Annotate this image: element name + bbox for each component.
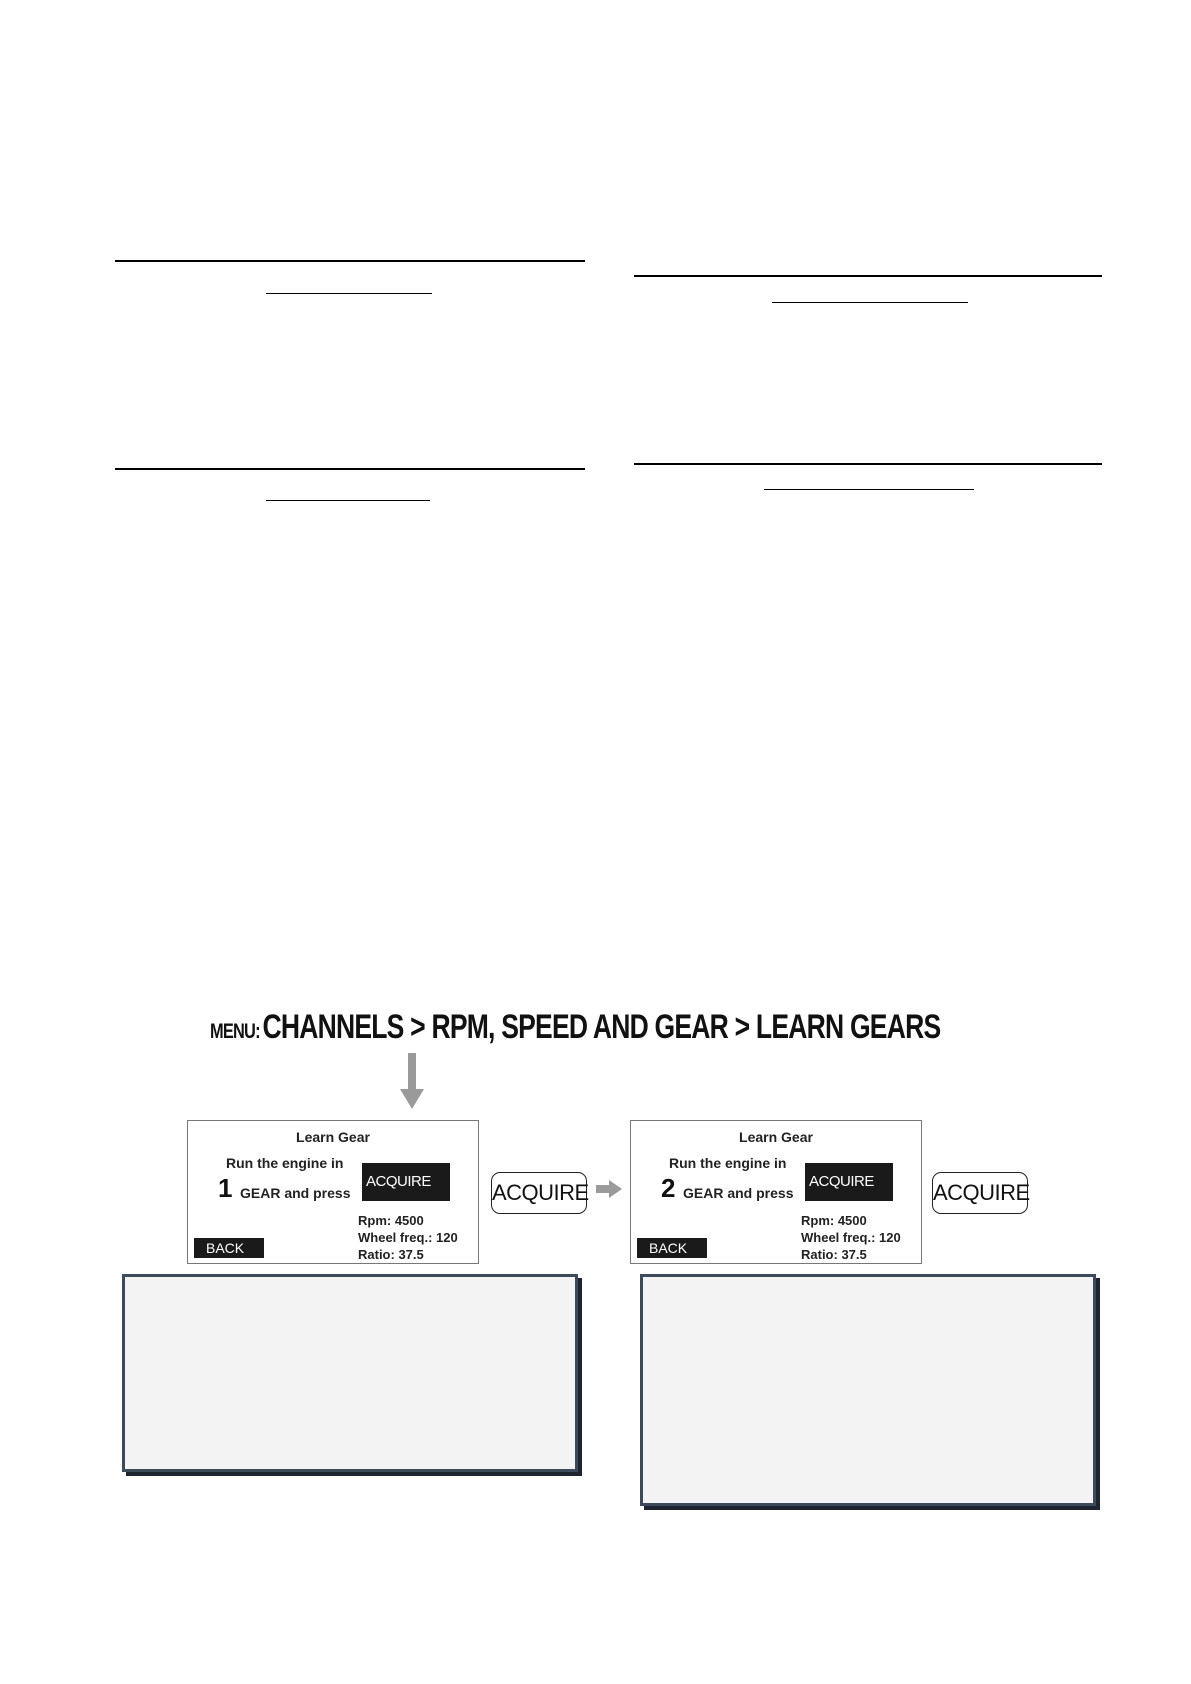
ratio-readout: Ratio: 37.5 — [801, 1247, 867, 1262]
instruction-line-1: Run the engine in — [669, 1155, 787, 1171]
down-arrow-icon — [400, 1053, 424, 1109]
screen-title: Learn Gear — [739, 1129, 813, 1145]
learn-gear-screen-1 — [187, 1120, 479, 1264]
acquire-key-1[interactable]: ACQUIRE — [491, 1172, 587, 1214]
note-box-right — [640, 1274, 1096, 1506]
section-rule-left-1 — [115, 260, 585, 262]
menu-path-text: CHANNELS > RPM, SPEED AND GEAR > LEARN GEARS — [262, 1008, 941, 1046]
section-rule-right-1 — [634, 275, 1102, 277]
back-button[interactable]: BACK — [637, 1238, 707, 1258]
gear-stats — [801, 1212, 901, 1263]
learn-gear-screen-2 — [630, 1120, 922, 1264]
menu-path — [210, 1008, 941, 1052]
heading-underline-right-2 — [764, 489, 974, 490]
section-rule-left-2 — [115, 468, 585, 470]
ratio-readout: Ratio: 37.5 — [358, 1247, 424, 1262]
instruction-line-2: GEAR and press — [240, 1185, 351, 1201]
heading-underline-left-1 — [266, 293, 432, 294]
menu-prefix: MENU: — [210, 1020, 260, 1043]
heading-underline-right-1 — [772, 302, 968, 303]
gear-number: 1 — [218, 1173, 233, 1203]
screen-title: Learn Gear — [296, 1129, 370, 1145]
gear-number: 2 — [661, 1173, 676, 1203]
right-arrow-icon — [596, 1180, 622, 1198]
wheel-freq-readout: Wheel freq.: 120 — [801, 1230, 901, 1245]
instruction-line-1: Run the engine in — [226, 1155, 344, 1171]
screen-acquire-button[interactable]: ACQUIRE — [805, 1163, 893, 1201]
note-box-left — [122, 1274, 578, 1472]
instruction-line-2: GEAR and press — [683, 1185, 794, 1201]
back-button[interactable]: BACK — [194, 1238, 264, 1258]
acquire-key-2[interactable]: ACQUIRE — [932, 1172, 1028, 1214]
section-rule-right-2 — [634, 463, 1102, 465]
gear-stats — [358, 1212, 458, 1263]
wheel-freq-readout: Wheel freq.: 120 — [358, 1230, 458, 1245]
rpm-readout: Rpm: 4500 — [801, 1213, 867, 1228]
rpm-readout: Rpm: 4500 — [358, 1213, 424, 1228]
heading-underline-left-2 — [266, 500, 430, 501]
screen-acquire-button[interactable]: ACQUIRE — [362, 1163, 450, 1201]
